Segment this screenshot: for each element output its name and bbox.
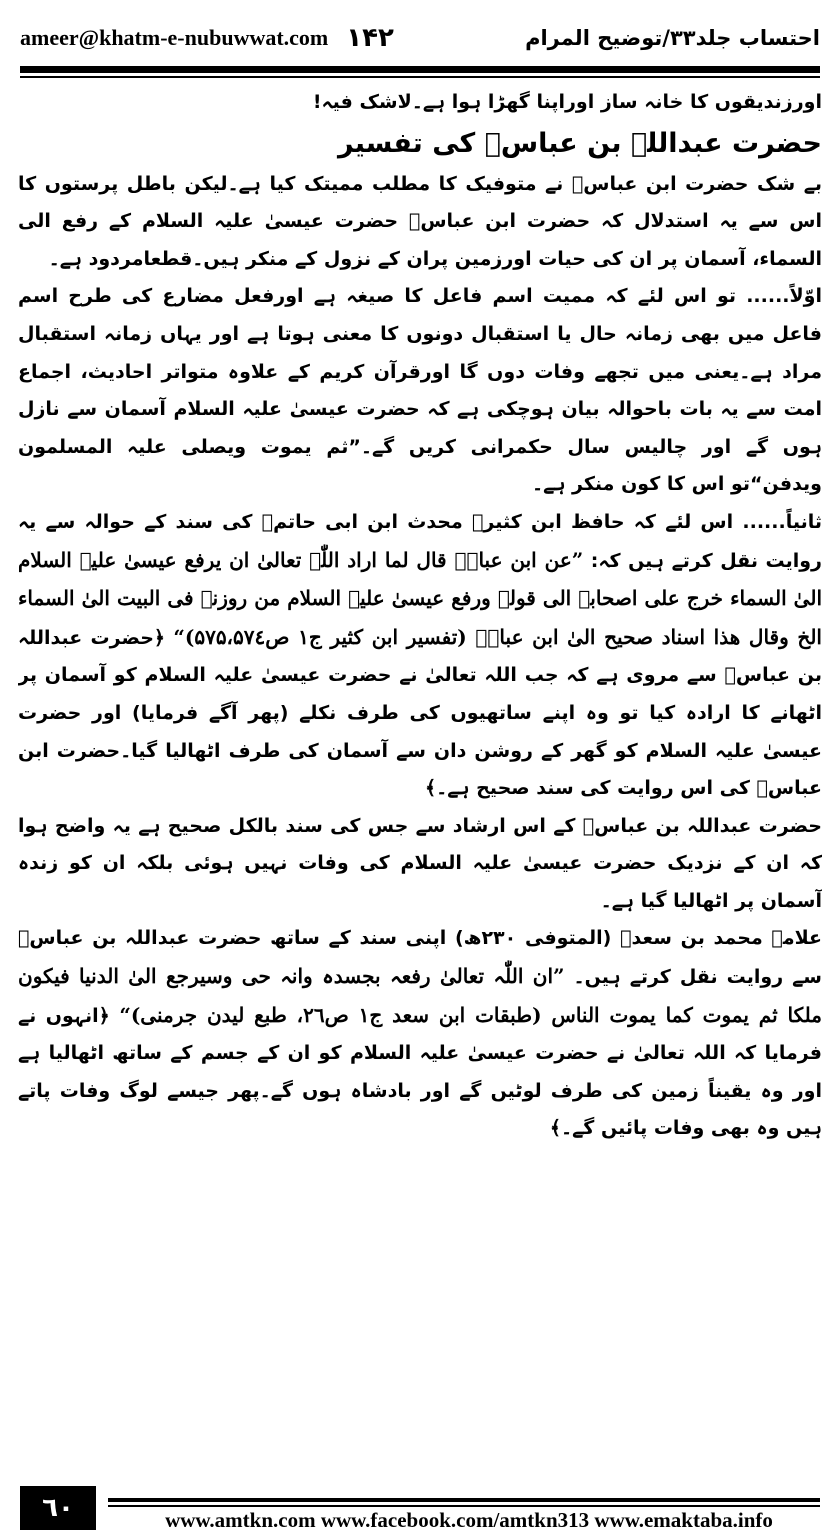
intro-line: اورزندیقوں کا خانہ ساز اوراپنا گھڑا ہوا ہے۔لاشک فیہ! [312,91,822,113]
paragraph-5-arabic-quote: ”ان اللّٰہ تعالیٰ رفعہ بجسدہ وانہ حی وسیرجع الیٰ الدنیا فیکون ملکا ثم یموت کما یموت الناس (طبقات ابن سعد ج۱ ص۲٦، طبع لیدن جرمنی)“ [18,964,822,1027]
paragraph-5-translation: ﴿انہوں نے فرمایا کہ اللہ تعالیٰ نے حضرت عیسیٰ علیہ السلام کو ان کے جسم کے ساتھ اٹھالیا ہے اور وہ یقیناً زمین کی طرف لوٹیں گے اور بادشاہ ہوں گے۔پھر جیسے لوگ وفات پاتے ہیں وہ بھی وفات پائیں گے۔﴾ [18,1004,822,1140]
paragraph-2: اوّلاً...... تو اس لئے کہ ممیت اسم فاعل کا صیغہ ہے اورفعل مضارع کی طرح اسم فاعل میں بھی زمانہ حال یا استقبال دونوں کا معنی ہوتا ہے اور یہاں زمانہ استقبال مراد ہے۔یعنی میں تجھے وفات دوں گا اورقرآن کریم کے علاوہ متواتر احادیث، اجماع امت سے یہ بات باحوالہ بیان ہوچکی ہے کہ حضرت عیسیٰ علیہ السلام آسمان سے نازل ہوں گے اور چالیس سال حکمرانی کریں گے۔”ثم یموت ویصلی علیہ المسلمون ویدفن“تو اس کا کون منکر ہے۔ [18,285,822,496]
header-book-title: احتساب جلد۳۳/توضیح المرام [525,26,820,50]
header-page-number: ۱۴۲ [346,23,394,53]
paragraph-3-arabic-quote: ”عن ابن عباسؓ قال لما اراد اللّٰہ تعالیٰ ان یرفع عیسیٰ علیہ السلام الیٰ السماء خرج علی اصحابہ الی قولہ ورفع عیسیٰ علیہ السلام من روزنۃ فی البیت الیٰ السماء الخ وقال ھذا اسناد صحیح الیٰ ابن عباسؓ (تفسیر ابن کثیر ج۱ ص۵۷۵،۵۷٤)“ [18,547,822,649]
paragraph-5 [18,920,822,1148]
footer-rule-thick [108,1498,820,1502]
footer-rule-thin [108,1505,820,1507]
header-rule-thick [20,66,820,73]
footer-links: www.amtkn.com www.facebook.com/amtkn313 www.emaktaba.info [165,1508,773,1532]
header-left-group [20,23,394,53]
paragraph-3-translation: ﴿حضرت عبداللہ بن عباسؓ سے مروی ہے کہ جب اللہ تعالیٰ نے حضرت عیسیٰ علیہ السلام کو آسمان پر اٹھانے کا ارادہ کیا تو وہ اپنے ساتھیوں کی طرف نکلے (پھر آگے فرمایا) اور حضرت عیسیٰ علیہ السلام کو گھر کے روشن دان سے آسمان کی طرف اٹھالیا گیا۔حضرت ابن عباسؓ کی اس روایت کی سند صحیح ہے۔﴾ [18,626,822,800]
page-footer [20,1486,820,1532]
body-text [18,84,822,1474]
page-header [20,14,820,62]
header-rule-thin [20,76,820,78]
section-heading: حضرت عبداللہ بن عباسؓ کی تفسیر [337,127,822,159]
paragraph-4: حضرت عبداللہ بن عباسؓ کے اس ارشاد سے جس کی سند بالکل صحیح ہے یہ واضح ہوا کہ ان کے نزدیک حضرت عیسیٰ علیہ السلام کی وفات نہیں ہوئی بلکہ ان کو زندہ آسمان پر اٹھالیا گیا ہے۔ [18,814,822,912]
footer-page-box: ٦٠ [20,1486,96,1530]
paragraph-3 [18,504,822,808]
header-email: ameer@khatm-e-nubuwwat.com [20,25,329,50]
paragraph-5-urdu: علامہ محمد بن سعدؒ (المتوفی ۲۳۰ھ) اپنی سند کے ساتھ حضرت عبداللہ بن عباسؓ سے روایت نقل کرتے ہیں۔ [18,927,822,989]
paragraph-3-urdu: ثانیاً...... اس لئے کہ حافظ ابن کثیرؒ محدث ابن ابی حاتمؒ کی سند کے حوالہ سے یہ روایت نقل کرتے ہیں کہ: [18,510,822,572]
paragraph-1: بے شک حضرت ابن عباسؓ نے متوفیک کا مطلب ممیتک کیا ہے۔لیکن باطل پرستوں کا اس سے یہ استدلال کہ حضرت ابن عباسؓ حضرت عیسیٰ علیہ السلام کے رفع الی السماء، آسمان پر ان کی حیات اورزمین پران کے نزول کے منکر ہیں۔قطعامردود ہے۔ [18,172,822,270]
